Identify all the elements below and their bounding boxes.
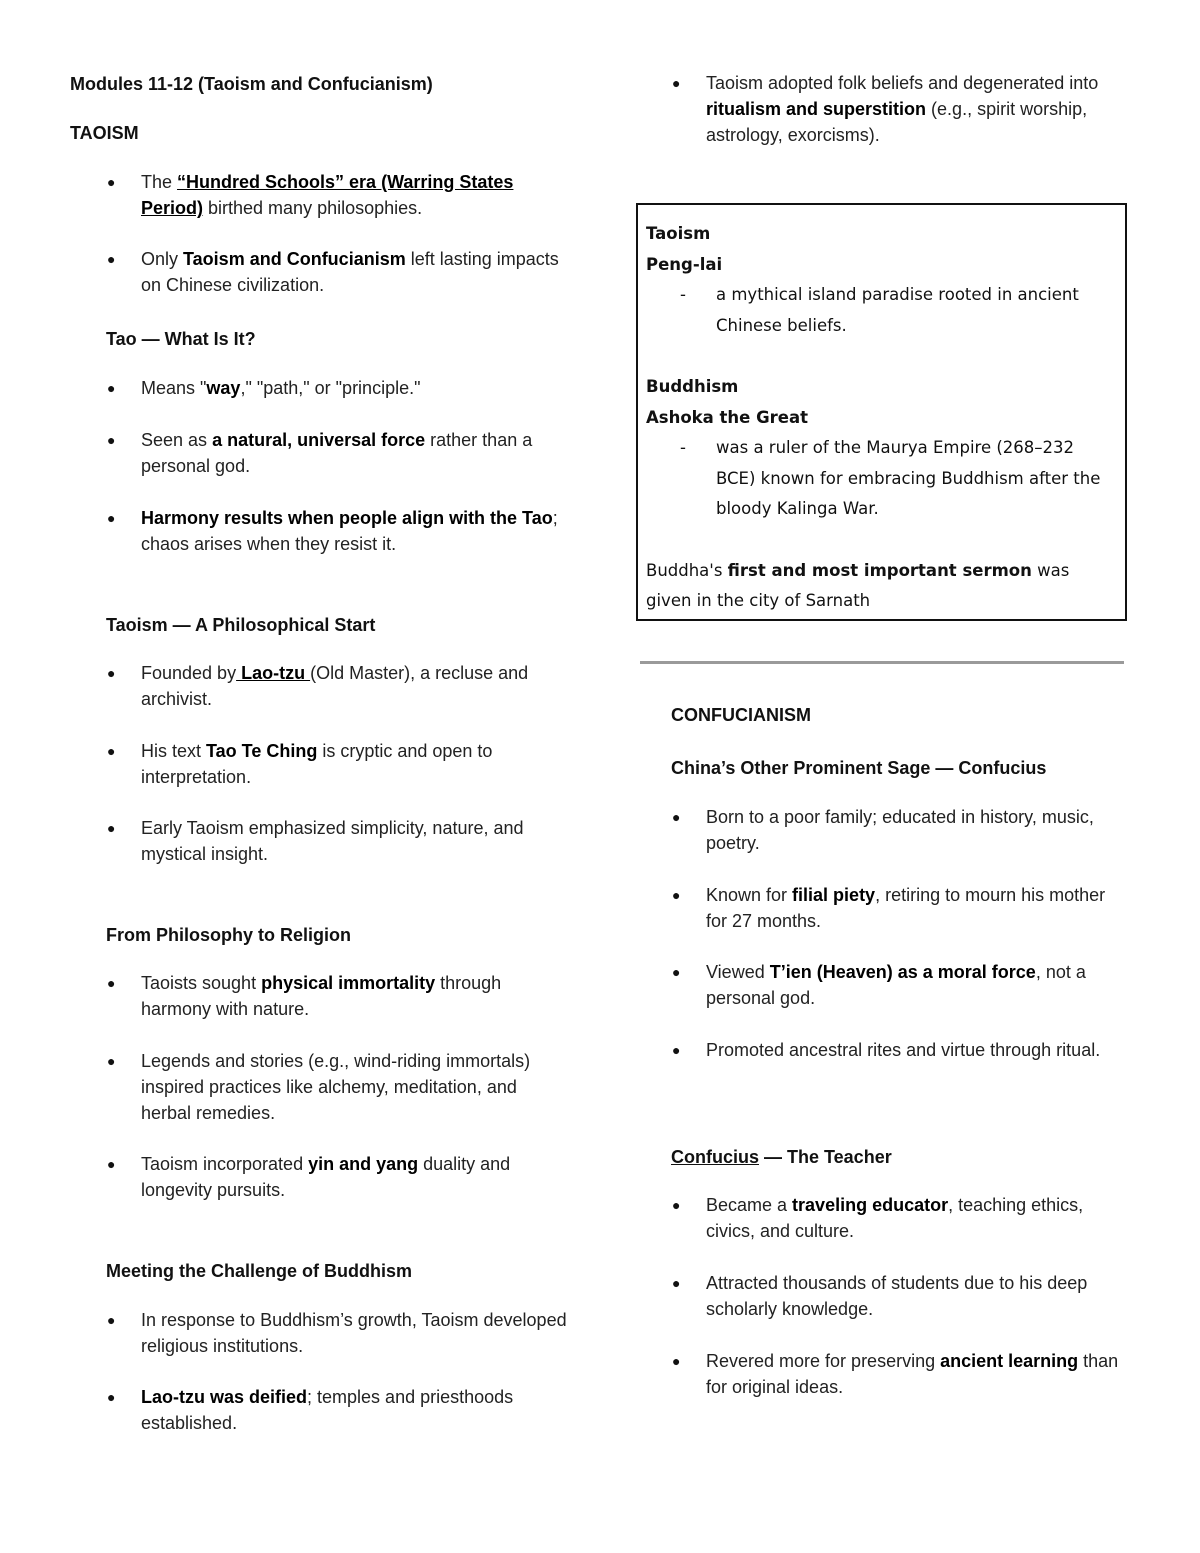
- list-item: ● Became a traveling educator, teaching ethics, civics, and culture.: [706, 1192, 1136, 1244]
- bullet-icon: ●: [107, 820, 116, 836]
- list-item: ● Known for filial piety, retiring to mourn his mother for 27 months.: [706, 882, 1126, 934]
- list-item: ● Early Taoism emphasized simplicity, nature, and mystical insight.: [141, 815, 571, 867]
- subheading-tao: Tao — What Is It?: [106, 329, 256, 349]
- bullet-icon: ●: [672, 1275, 681, 1291]
- dash-marker: -: [680, 438, 686, 457]
- bullet-icon: ●: [672, 1197, 681, 1213]
- subheading-teacher: Confucius — The Teacher: [671, 1147, 892, 1167]
- bullet-icon: ●: [107, 251, 116, 267]
- dash-marker: -: [680, 285, 686, 304]
- list-item: ● Means "way," "path," or "principle.": [141, 375, 571, 401]
- list-item: ● Founded by Lao-tzu (Old Master), a recluse and archivist.: [141, 660, 571, 712]
- confucius-link[interactable]: Confucius: [671, 1147, 759, 1167]
- bullet-icon: ●: [672, 887, 681, 903]
- list-item: ● Taoism incorporated yin and yang duality and longevity pursuits.: [141, 1151, 571, 1203]
- bullet-icon: ●: [107, 380, 116, 396]
- box-heading-buddhism: Buddhism: [646, 377, 739, 396]
- list-item: ● Born to a poor family; educated in history, music, poetry.: [706, 804, 1136, 856]
- list-item: ● The “Hundred Schools” era (Warring States Period) birthed many philosophies.: [141, 169, 561, 221]
- bullet-icon: ●: [107, 174, 116, 190]
- list-item: ● Revered more for preserving ancient learning than for original ideas.: [706, 1348, 1126, 1400]
- bullet-icon: ●: [107, 743, 116, 759]
- list-item: ● Taoists sought physical immortality through harmony with nature.: [141, 970, 571, 1022]
- bullet-icon: ●: [107, 1053, 116, 1069]
- bullet-icon: ●: [107, 1156, 116, 1172]
- list-item: ● Viewed T’ien (Heaven) as a moral force, not a personal god.: [706, 959, 1136, 1011]
- bullet-icon: ●: [672, 1353, 681, 1369]
- box-sermon-note: Buddha's first and most important sermon was given in the city of Sarnath: [646, 560, 1070, 610]
- list-item: ● Promoted ancestral rites and virtue through ritual.: [706, 1037, 1126, 1063]
- list-item: ● Seen as a natural, universal force rather than a personal god.: [141, 427, 571, 479]
- box-definition: - a mythical island paradise rooted in ancient Chinese beliefs.: [646, 280, 1125, 341]
- bullet-icon: ●: [107, 1312, 116, 1328]
- list-item: ● Only Taoism and Confucianism left lasting impacts on Chinese civilization.: [141, 246, 561, 298]
- list-item: ● Lao-tzu was deified; temples and priesthoods established.: [141, 1384, 571, 1436]
- list-item: ● In response to Buddhism’s growth, Taoism developed religious institutions.: [141, 1307, 571, 1359]
- bullet-icon: ●: [107, 510, 116, 526]
- list-item: ● Harmony results when people align with the Tao; chaos arises when they resist it.: [141, 505, 571, 557]
- bullet-icon: ●: [672, 1042, 681, 1058]
- bullet-icon: ●: [672, 75, 681, 91]
- subheading-philosophical-start: Taoism — A Philosophical Start: [106, 615, 376, 635]
- list-item: ● His text Tao Te Ching is cryptic and open to interpretation.: [141, 738, 571, 790]
- document-title: Modules 11-12 (Taoism and Confucianism): [70, 74, 433, 94]
- box-heading-taoism: Taoism: [646, 224, 711, 243]
- subheading-philosophy-to-religion: From Philosophy to Religion: [106, 925, 351, 945]
- bullet-icon: ●: [107, 1389, 116, 1405]
- subheading-challenge-of-buddhism: Meeting the Challenge of Buddhism: [106, 1261, 413, 1281]
- list-item: ● Taoism adopted folk beliefs and degenerated into ritualism and superstition (e.g., spirit worship, astrology, exorcisms).: [706, 70, 1126, 148]
- list-item: ● Attracted thousands of students due to his deep scholarly knowledge.: [706, 1270, 1136, 1322]
- box-definition: - was a ruler of the Maurya Empire (268–232 BCE) known for embracing Buddhism after the bloody Kalinga War.: [646, 433, 1125, 525]
- box-term-peng-lai: Peng-lai: [646, 254, 723, 274]
- bullet-icon: ●: [107, 975, 116, 991]
- subheading-other-sage: China’s Other Prominent Sage — Confucius: [671, 758, 1047, 778]
- bullet-icon: ●: [107, 432, 116, 448]
- section-divider: [640, 661, 1124, 664]
- box-term-ashoka: Ashoka the Great: [646, 407, 808, 427]
- bullet-icon: ●: [672, 809, 681, 825]
- bullet-icon: ●: [672, 964, 681, 980]
- list-item: ● Legends and stories (e.g., wind-riding immortals) inspired practices like alchemy, meditation, and herbal remedies.: [141, 1048, 551, 1126]
- lao-tzu-link[interactable]: Lao-tzu: [236, 663, 311, 683]
- section-heading-confucianism: CONFUCIANISM: [671, 705, 811, 725]
- bullet-icon: ●: [107, 665, 116, 681]
- notes-box: [636, 203, 1127, 621]
- section-heading-taoism: TAOISM: [70, 123, 139, 143]
